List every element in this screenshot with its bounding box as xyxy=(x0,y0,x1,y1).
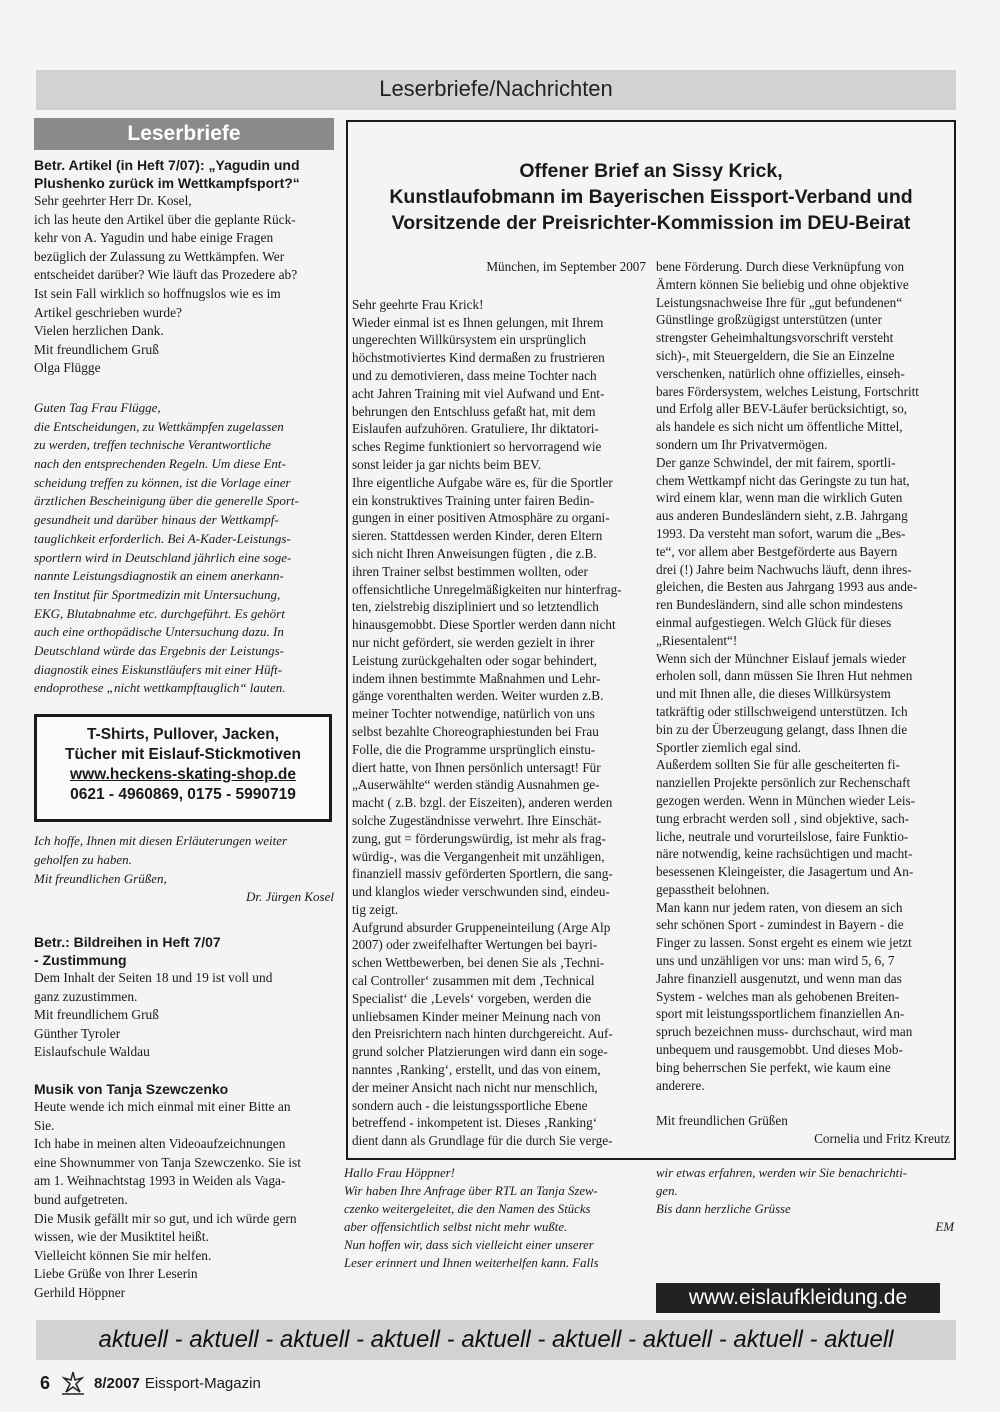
text-line: Sportler ziemlich egal sind. xyxy=(656,739,802,755)
text-line: und klanglos wieder verschwunden sind, eindeu- xyxy=(352,884,610,900)
text-line: bezüglich der Zulassung zu Wettkämpfen. Wer xyxy=(34,248,285,264)
page-title: Leserbriefe/Nachrichten xyxy=(379,76,613,101)
text-line: wissen, wie der Musiktitel heißt. xyxy=(34,1229,209,1245)
text-line: aber offensichtlich selbst nicht mehr wußte. xyxy=(344,1220,568,1234)
text-line: Jahre finanziell ausgenutzt, und wenn man das xyxy=(656,970,902,986)
text-line: Ist sein Fall wirklich so hoffnugslos wie es im xyxy=(34,285,281,301)
title-line: Vorsitzende der Preisrichter-Kommission im DEU-Beirat xyxy=(391,212,911,234)
text-line: der meiner Ansicht nach nicht nur menschlich, xyxy=(352,1079,598,1095)
text-line: Ich hoffe, Ihnen mit diesen Erläuterungen weiter xyxy=(34,833,288,849)
text-line: ein konstruktives Training unter fairen Bedin- xyxy=(352,492,595,508)
reply-kosel xyxy=(34,399,334,698)
text-line: Bis dann herzliche Grüsse xyxy=(656,1202,791,1216)
text-line: sich nicht Ihren Anweisungen fügten , die z.B. xyxy=(352,545,597,561)
text-line: strengster Geheimhaltungsvorschrift versteht xyxy=(656,330,894,346)
ad-url-link[interactable]: www.heckens-skating-shop.de xyxy=(70,766,296,784)
text-line: sportlern wird in Deutschland jährlich eine soge- xyxy=(34,549,292,565)
heading-line: Betr.: Bildreihen in Heft 7/07 xyxy=(34,934,221,950)
letter-date: München, im September 2007 xyxy=(486,259,646,274)
text-line: sonst leider ja gar nichts beim BEV. xyxy=(352,456,542,472)
left-column xyxy=(34,118,334,1303)
text-line: Mit freundlichen Grüßen, xyxy=(34,870,167,886)
text-line: und Erfolg aller BEV-Läufer berücksichtigt, so, xyxy=(656,401,908,417)
text-line: sehr schönen Sport - zumindest in Bayern - die xyxy=(656,917,904,933)
eislaufkleidung-link[interactable]: www.eislaufkleidung.de xyxy=(656,1283,940,1313)
letter-tyroler xyxy=(34,969,334,1062)
text-line: ärztlichen Bescheinigung über die generelle Sport- xyxy=(34,493,299,509)
text-line: 2007) oder zweifelhafter Wertungen bei bayri- xyxy=(352,937,598,953)
text-line: wird einem klar, wenn man die wirklich Guten xyxy=(656,490,903,506)
text-line: 1993. Da versteht man sofort, warum die „Bes- xyxy=(656,525,906,541)
text-line: den Preisrichtern nach hinten durchgereicht. Auf- xyxy=(352,1026,613,1042)
reply-hoppner-column-2 xyxy=(656,1164,954,1236)
text-line: gezogen werden. Wenn in München wieder Leis- xyxy=(656,792,916,808)
page-number: 6 xyxy=(40,1372,51,1393)
text-line: czenko weitergeleitet, die den Namen des Stücks xyxy=(344,1202,591,1216)
text-line: Dem Inhalt der Seiten 18 und 19 ist voll und xyxy=(34,970,273,985)
text-line: sondern um Ihr Privatvermögen. xyxy=(656,436,828,452)
text-line: tatkräftig oder stillschweigend unterstützen. Ich xyxy=(656,703,908,719)
text-line: meiner Tochter notwendige, natürlich von uns xyxy=(352,706,595,722)
text-line: dient dann als Grundlage für die durch Sie verge- xyxy=(352,1133,613,1149)
text-line: behrungen den Entschluss gefaßt hat, mit dem xyxy=(352,403,596,419)
issue-number: 8/2007 xyxy=(94,1374,140,1392)
reply-signature: EM xyxy=(935,1220,954,1234)
text-line: Leistungsnachweise Ihre für „gut befundenen“ xyxy=(656,294,903,310)
text-line: sich)-, mit Steuergeldern, die Sie an Einzelne xyxy=(656,347,895,363)
text-line: spruch bezeichnen muss- durchschaut, wird man xyxy=(656,1024,913,1040)
text-line: Wieder einmal ist es Ihnen gelungen, mit Ihrem xyxy=(352,314,604,330)
text-line: sches Regime funktioniert so hervorragend wie xyxy=(352,439,602,455)
text-line: Nun hoffen wir, dass sich vielleicht einer unserer xyxy=(344,1238,594,1252)
text-line: liche, neutrale und vorurteilslose, faire Funktio- xyxy=(656,828,909,844)
text-line: Mit freundlichem Gruß xyxy=(34,341,159,357)
aktuell-band: aktuell - aktuell - aktuell - aktuell - aktuell - aktuell - aktuell - aktuell - aktuell xyxy=(98,1326,894,1353)
text-line: besessenen Kleingeister, die Jasagertum und An- xyxy=(656,864,914,880)
letter-closing: Mit freundlichen Grüßen xyxy=(656,1113,788,1129)
reply-hoppner-column-1 xyxy=(344,1164,644,1272)
text-line: diert hatte, von Ihnen persönlich untersagt! Für xyxy=(352,759,601,775)
text-line: die Entscheidungen, zu Wettkämpfen zugelassen xyxy=(34,418,284,434)
text-line: ren Bundesländern, sind alle schon mindestens xyxy=(656,597,903,613)
text-line: EKG, Blutabnahme etc. durchgeführt. Es gehört xyxy=(34,605,285,621)
text-line: sport mit leistungssportlichem finanziellen An- xyxy=(656,1006,905,1022)
text-line: gleichen, die Besten aus Jahrgang 1993 aus ande- xyxy=(656,579,918,595)
text-line: Gerhild Höppner xyxy=(34,1284,126,1300)
text-line: scheidung treffen zu können, ist die Vorlage einer xyxy=(34,474,291,490)
text-line: System - welches man als gehobenen Breiten- xyxy=(656,988,900,1004)
section-heading-yagudin xyxy=(34,156,334,192)
title-line: Kunstlaufobmann im Bayerischen Eissport-Verband und xyxy=(389,186,913,208)
text-line: Liebe Grüße von Ihrer Leserin xyxy=(34,1266,198,1282)
text-line: näre notwendig, keine rachsüchtigen und macht- xyxy=(656,846,913,862)
text-line: zung, gut = förderungswürdig, ist mehr als frag- xyxy=(352,830,606,846)
text-line: endoprothese „nicht wettkampftauglich“ lauten. xyxy=(34,680,286,696)
text-line: sondern auch - die leistungssportliche Ebene xyxy=(352,1097,588,1113)
text-line: ten, zielstrebig diszipliniert und so letztendlich xyxy=(352,599,599,615)
text-line: Aufgrund absurder Gruppeneinteilung (Arge Alp xyxy=(352,919,611,935)
text-line: Ich habe in meinen alten Videoaufzeichnungen xyxy=(34,1136,286,1152)
text-line: unliebsamen Kinder meiner Meinung nach von xyxy=(352,1008,601,1024)
letter-hoppner xyxy=(34,1098,334,1303)
text-line: bing beherrschen Sie perfekt, wie kaum eine xyxy=(656,1059,891,1075)
text-line: verschenken, natürlich ohne offizielles, einseh- xyxy=(656,365,905,381)
text-line: Vielen herzlichen Dank. xyxy=(34,323,164,339)
text-line: gungen in einer positiven Atmosphäre zu organi- xyxy=(352,510,610,526)
text-line: Eislaufschule Waldau xyxy=(34,1044,150,1060)
text-line: schen Wettbewerben, bei denen Sie als ‚Techni- xyxy=(352,955,605,971)
text-line: Mit freundlichem Gruß xyxy=(34,1007,159,1023)
text-line: bin zu der Überzeugung gelangt, dass Ihnen die xyxy=(656,721,908,737)
text-line: betreffend - inkompetent ist. Dieses ‚Ranking‘ xyxy=(352,1115,598,1131)
text-line: Eislaufen aufzuhören. Gratuliere, Ihr diktatori- xyxy=(352,421,599,437)
text-line: ungerechten Willkürsystem ein ursprünglich xyxy=(352,332,586,348)
text-line: höchstmotiviertes Kind dermaßen zu frustrieren xyxy=(352,350,605,366)
text-line: tauglichkeit erforderlich. Bei A-Kader-Leistungs- xyxy=(34,530,291,546)
section-heading-bildreihen xyxy=(34,933,334,969)
text-line: als handele es sich nicht um öffentliche Mittel, xyxy=(656,419,903,435)
text-line: finanziell massiv geförderten Sportlern, die sang- xyxy=(352,866,613,882)
heading-line: - Zustimmung xyxy=(34,952,127,968)
text-line: zu werden, treffen technische Verantwortliche xyxy=(34,437,271,453)
text-line: und mit Ihnen alle, die dieses Willkürsystem xyxy=(656,686,891,702)
text-line: Günther Tyroler xyxy=(34,1025,121,1041)
ad-line: Tücher mit Eislauf-Stickmotiven xyxy=(65,746,301,764)
text-line: Wir haben Ihre Anfrage über RTL an Tanja Szew- xyxy=(344,1184,598,1198)
text-line: nanntes ‚Ranking‘, erstellt, und das von einem, xyxy=(352,1062,601,1078)
text-line: eine Shownummer von Tanja Szewczenko. Sie ist xyxy=(34,1154,301,1170)
text-line: Wenn sich der Münchner Eislauf jemals wieder xyxy=(656,650,907,666)
text-line: würdig-, was die Vergangenheit mit unzähligen, xyxy=(352,848,605,864)
text-line: gepasstheit belohnen. xyxy=(656,881,770,897)
text-line: aus anderen Bundesländern sieht, z.B. Jahrgang xyxy=(656,508,908,524)
text-line: „Auserwählte“ werden ständig Ausnahmen ge- xyxy=(352,777,600,793)
text-line: erholen soll, dann müssen Sie Ihren Hut nehmen xyxy=(656,668,913,684)
title-line: Offener Brief an Sissy Krick, xyxy=(519,160,783,182)
text-line: nur nicht gefördert, sie werden gezielt in ihrer xyxy=(352,634,595,650)
text-line: Sie. xyxy=(34,1117,55,1133)
text-line: am 1. Weihnachtstag 1993 in Weiden als Vaga- xyxy=(34,1173,286,1189)
text-line: tung erbracht werden soll , sind objektive, sach- xyxy=(656,810,910,826)
open-letter-column-2 xyxy=(656,258,950,1148)
text-line: ich las heute den Artikel über die geplante Rück- xyxy=(34,211,296,227)
open-letter-box xyxy=(346,120,956,1160)
page-footer xyxy=(40,1370,261,1396)
section-heading-musik: Musik von Tanja Szewczenko xyxy=(34,1080,229,1097)
text-line: Sehr geehrter Herr Dr. Kosel, xyxy=(34,193,192,208)
text-line: geholfen zu haben. xyxy=(34,851,132,867)
text-line: sieren. Stattdessen werden Kinder, deren Eltern xyxy=(352,528,603,544)
text-line: drei (!) Jahre beim Nachwuchs läuft, denn ihres- xyxy=(656,561,912,577)
text-line: kehr von A. Yagudin und habe einige Fragen xyxy=(34,230,274,246)
ad-phone: 0621 - 4960869, 0175 - 5990719 xyxy=(70,786,296,804)
reply-kosel-end xyxy=(34,832,334,907)
skater-logo-icon xyxy=(58,1370,88,1396)
text-line: Die Musik gefällt mir so gut, und ich würde gern xyxy=(34,1210,297,1226)
text-line: chem Wettkampf nicht das Geringste zu tun hat, xyxy=(656,472,910,488)
text-line: diagnostik eines Eiskunstläufers mit einer Hüft- xyxy=(34,661,283,677)
leserbriefe-banner: Leserbriefe xyxy=(34,118,334,150)
text-line: bares Fördersystem, welches Leistung, Fortschritt xyxy=(656,383,919,399)
text-line: Artikel geschrieben wurde? xyxy=(34,304,182,320)
text-line: Hallo Frau Höppner! xyxy=(344,1166,455,1180)
text-line: auch eine orthopädische Untersuchung dazu. In xyxy=(34,624,284,640)
text-line: Vielleicht können Sie mir helfen. xyxy=(34,1247,212,1263)
text-line: ten Institut für Sportmedizin mit Untersuchung, xyxy=(34,586,281,602)
text-line: grund solcher Platzierungen wird dann ein soge- xyxy=(352,1044,608,1060)
letter-signature: Cornelia und Fritz Kreutz xyxy=(814,1131,950,1147)
text-line: uns und unzähligen vor uns: man wird 5, 6, 7 xyxy=(656,953,895,969)
text-line: macht ( z.B. bzgl. der Eiszeiten), anderen werden xyxy=(352,795,613,811)
text-line: Der ganze Schwindel, der mit fairem, sportli- xyxy=(656,454,896,470)
text-line: gänge vorenthalten werden. Weiter wurden z.B. xyxy=(352,688,604,704)
text-line: entscheidet darüber? Wie läuft das Prozedere ab? xyxy=(34,267,298,283)
text-line: ihren Trainer selbst bestimmen wollten, oder xyxy=(352,563,588,579)
text-line: Leser erinnert und Ihnen weiterhelfen kann. Falls xyxy=(344,1256,599,1270)
text-line: Günstlinge großzügigst unterstützen (unter xyxy=(656,312,882,328)
signature: Dr. Jürgen Kosel xyxy=(246,889,334,905)
text-line: Guten Tag Frau Flügge, xyxy=(34,399,161,415)
text-line: bund aufgetreten. xyxy=(34,1191,128,1207)
heading-line: Plushenko zurück im Wettkampfsport?“ xyxy=(34,175,300,191)
text-line: nach den entsprechenden Regeln. Um diese Ent- xyxy=(34,456,286,472)
text-line: Sehr geehrte Frau Krick! xyxy=(352,296,484,312)
open-letter-column-1 xyxy=(352,258,646,1150)
text-line: cal Controller‘ zusammen mit dem ‚Technical xyxy=(352,973,595,989)
text-line: Finger zu lassen. Sonst ergeht es einem wie jetzt xyxy=(656,935,912,951)
open-letter-title xyxy=(348,158,954,236)
text-line: nannte Leistungsdiagnostik an einem anerkann- xyxy=(34,568,284,584)
text-line: Leistung zurückgehalten oder sogar behindert, xyxy=(352,652,597,668)
text-line: bene Förderung. Durch diese Verknüpfung von xyxy=(656,259,905,274)
magazine-name: Eissport-Magazin xyxy=(144,1374,261,1392)
text-line: Specialist‘ die ‚Levels‘ vorgeben, werden die xyxy=(352,990,592,1006)
text-line: hinausgemobbt. Diese Sportler werden dann nicht xyxy=(352,617,616,633)
text-line: anderere. xyxy=(656,1077,705,1093)
text-line: selbst bezahlte Choreographiestunden bei Frau xyxy=(352,723,599,739)
text-line: Heute wende ich mich einmal mit einer Bitte an xyxy=(34,1098,291,1114)
text-line: tig zeigt. xyxy=(352,901,399,917)
text-line: Man kann nur jedem raten, von diesem an sich xyxy=(656,899,903,915)
text-line: indem ihnen bestimmte Maßnahmen und Lehr- xyxy=(352,670,601,686)
text-line: Olga Flügge xyxy=(34,360,101,376)
text-line: und zu demotivieren, dass meine Tochter nach xyxy=(352,367,597,383)
text-line: offensichtliche Unregelmäßigkeiten nur hinterfrag- xyxy=(352,581,622,597)
text-line: te“, vor allem aber Bestgeförderte aus Bayern xyxy=(656,543,898,559)
heading-line: Betr. Artikel (in Heft 7/07): „Yagudin und xyxy=(34,157,300,173)
text-line: Ihre eigentliche Aufgabe wäre es, für die Sportler xyxy=(352,474,613,490)
text-line: einmal aufgestiegen. Welch Glück für dieses xyxy=(656,614,892,630)
text-line: unbequem und rausgemobbt. Und dieses Mob- xyxy=(656,1042,903,1058)
text-line: nanziellen Projekte persönlich zur Rechenschaft xyxy=(656,775,911,791)
text-line: ganz zuzustimmen. xyxy=(34,988,138,1004)
text-line: gesundheit und darüber hinaus der Wettkampf- xyxy=(34,512,279,528)
text-line: gen. xyxy=(656,1184,678,1198)
text-line: solche Zugeständnisse verwehrt. Ihre Einschät- xyxy=(352,812,602,828)
text-line: acht Jahren Training mit viel Aufwand und Ent- xyxy=(352,385,605,401)
text-line: Ämtern können Sie beliebig und ohne objektive xyxy=(656,276,909,292)
text-line: „Riesentalent“! xyxy=(656,632,738,648)
text-line: Außerdem sollten Sie für alle gescheiterten fi- xyxy=(656,757,900,773)
skating-shop-ad[interactable] xyxy=(34,714,332,822)
ad-line: T-Shirts, Pullover, Jacken, xyxy=(86,726,280,744)
letter-flugge xyxy=(34,192,334,378)
text-line: wir etwas erfahren, werden wir Sie benachrichti- xyxy=(656,1166,908,1180)
text-line: Deutschland würde das Ergebnis der Leistungs- xyxy=(34,643,284,659)
text-line: Folle, die die Programme ursprünglich einstu- xyxy=(352,741,596,757)
